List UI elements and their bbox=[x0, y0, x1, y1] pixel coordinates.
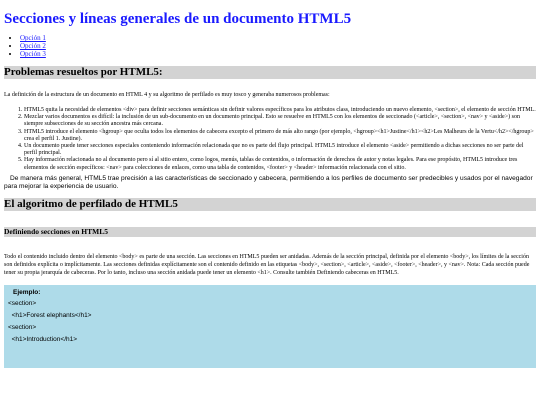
nav-list bbox=[4, 34, 536, 58]
page-title: Secciones y líneas generales de un documento HTML5 bbox=[4, 11, 352, 27]
code-line: <h1>Introduction</h1> bbox=[8, 335, 78, 343]
nav-link-2[interactable]: Opción 2 bbox=[20, 42, 46, 50]
code-line: <section> bbox=[8, 299, 37, 307]
defining-body: Todo el contenido incluido dentro del elemento <body> es parte de una sección. Las secciones en HTML5 pueden ser anidadas. Además de la sección principal, definida por el elemento <body>, los límites de la sección son definidos explícita o implícitamente. Las secciones definidas explícitamente son el contenido definido en las etiquetas <body>, <section>, <article>, <aside>, <footer>, <header>, y <nav>. Nota: Cada sección puede tener su propia jerarquía de cabeceras. Por lo tanto, incluso una sección anidada puede tener un elemento <h1>. Consulte también Definiendo cabeceras en HTML5. bbox=[4, 253, 530, 276]
problems-intro: La definición de la estructura de un documento en HTML 4 y su algoritmo de perfilado es muy tosco y generaba numerosos problemas: bbox=[4, 92, 330, 98]
nav-item bbox=[20, 50, 536, 58]
nav-link-3[interactable]: Opción 3 bbox=[20, 50, 46, 58]
example-code bbox=[8, 298, 532, 346]
section-heading-algorithm: El algoritmo de perfilado de HTML5 bbox=[4, 198, 536, 211]
problem-item: 4. Un documento puede tener secciones especiales conteniendo información relacionada que no es parte del flujo principal. HTML5 introduce el elemento <aside> permitiendo a dichas secciones no ser parte del perfil principal. bbox=[24, 143, 536, 157]
problem-item: 5. Hay información relacionada no al documento pero sí al sitio entero, como logos, menús, tablas de contenidos, o información de derechos de autor y notas legales. Para ese propósito, HTML5 introduce tres elementos de sección específicos: <nav> para colecciones de enlaces, como una tabla de contenidos, <footer> y <header> información relacionada con el sitio. bbox=[24, 157, 536, 171]
nav-item bbox=[20, 34, 536, 42]
problem-item: 3. HTML5 introduce el elemento <hgroup> que oculta todos los elementos de cabecera excepto el primero de más alto rango (por ejemplo, <hgroup><h1>Justine</h1><h2>Les Malheurs de la Vertu</h2></hgroup> crea el perfil 1. Justine). bbox=[24, 129, 536, 143]
problems-list bbox=[4, 107, 536, 172]
nav-item bbox=[20, 42, 536, 50]
problems-summary: De manera más general, HTML5 trae precisión a las características de seccionado y cabecera, permitiendo a los perfiles de documento ser predecibles y usados por el navegador para mejorar la experiencia de usuario. bbox=[4, 174, 533, 191]
code-line: <section> bbox=[8, 323, 37, 331]
problem-item: 2. Mezclar varios documentos es difícil: la inclusión de un sub-documento en un documento principal. Esto se resuelve en HTML5 con los elementos de seccionado (<article>, <section>, <nav> y <aside>) son siempre subsecciones de su sección ancestra más cercana. bbox=[24, 114, 536, 128]
example-box bbox=[4, 285, 536, 368]
problem-item: 1. HTML5 quita la necesidad de elementos <div> para definir secciones semánticas sin definir valores específicos para los atributos class, introduciendo un nuevo elemento, <section>, el elemento de sección HTML. bbox=[24, 107, 536, 114]
section-heading-problems: Problemas resueltos por HTML5: bbox=[4, 66, 536, 79]
nav-link-1[interactable]: Opción 1 bbox=[20, 34, 46, 42]
example-label: Ejemplo: bbox=[13, 288, 41, 296]
subsection-heading-defining: Definiendo secciones en HTML5 bbox=[4, 227, 536, 237]
code-line: <h1>Forest elephants</h1> bbox=[8, 311, 92, 319]
